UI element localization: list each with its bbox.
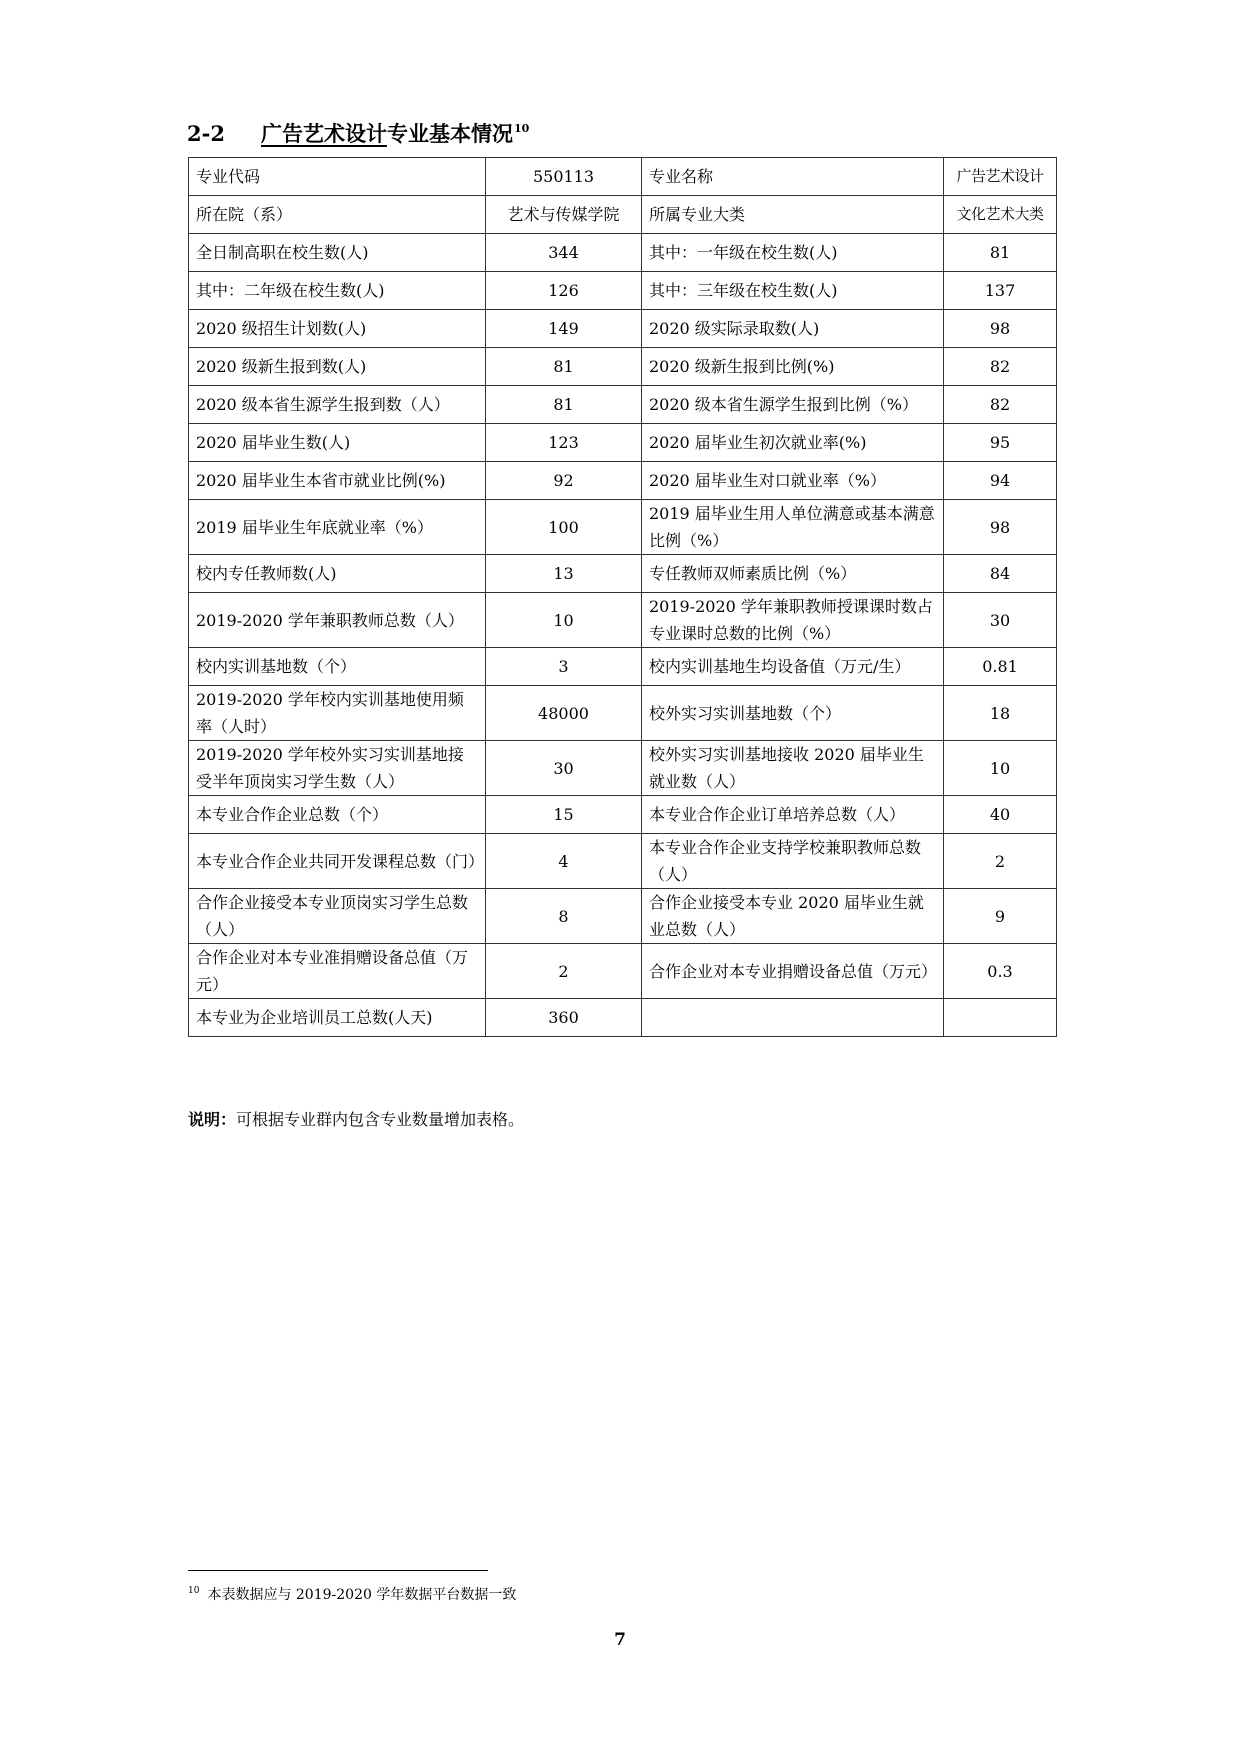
footnote-text: 本表数据应与 2019-2020 学年数据平台数据一致: [207, 1587, 517, 1603]
row-label: 2019 届毕业生年底就业率（%）: [189, 500, 486, 555]
table-row: [189, 234, 1057, 272]
row-value: 149: [486, 310, 642, 348]
note-label: 说明：: [188, 1110, 237, 1129]
row-label: 2020 届毕业生初次就业率(%): [642, 424, 944, 462]
table-row: [189, 462, 1057, 500]
row-label: 2020 级新生报到比例(%): [642, 348, 944, 386]
row-label: 其中：二年级在校生数(人): [189, 272, 486, 310]
row-value: 广告艺术设计: [944, 158, 1057, 196]
row-label: 专任教师双师素质比例（%）: [642, 555, 944, 593]
row-label: 专业名称: [642, 158, 944, 196]
row-value: 95: [944, 424, 1057, 462]
table-row: [189, 686, 1057, 741]
row-label: 专业代码: [189, 158, 486, 196]
row-value: 30: [486, 741, 642, 796]
row-value: 82: [944, 386, 1057, 424]
table-row: [189, 386, 1057, 424]
row-label: 本专业合作企业订单培养总数（人）: [642, 796, 944, 834]
row-label: 2020 届毕业生本省市就业比例(%): [189, 462, 486, 500]
table-row: [189, 999, 1057, 1037]
row-label: 2020 级本省生源学生报到数（人）: [189, 386, 486, 424]
row-value: 550113: [486, 158, 642, 196]
row-label: 其中：三年级在校生数(人): [642, 272, 944, 310]
row-value: 2: [944, 834, 1057, 889]
table-note: [188, 1107, 524, 1130]
row-value: [944, 999, 1057, 1037]
row-value: 98: [944, 310, 1057, 348]
row-value: 126: [486, 272, 642, 310]
table-row: [189, 196, 1057, 234]
row-label: 校外实习实训基地接收 2020 届毕业生就业数（人）: [642, 741, 944, 796]
note-text: 可根据专业群内包含专业数量增加表格。: [236, 1110, 525, 1129]
row-label: 本专业合作企业支持学校兼职教师总数（人）: [642, 834, 944, 889]
row-value: 81: [486, 386, 642, 424]
row-value: 48000: [486, 686, 642, 741]
row-label: 本专业为企业培训员工总数(人天): [189, 999, 486, 1037]
row-label: 2020 级本省生源学生报到比例（%）: [642, 386, 944, 424]
row-value: 94: [944, 462, 1057, 500]
row-label: 本专业合作企业总数（个）: [189, 796, 486, 834]
table-row: [189, 272, 1057, 310]
row-label: 合作企业对本专业准捐赠设备总值（万元）: [189, 944, 486, 999]
table-row: [189, 796, 1057, 834]
row-value: 30: [944, 593, 1057, 648]
row-value: 81: [944, 234, 1057, 272]
table-row: [189, 424, 1057, 462]
row-value: 0.81: [944, 648, 1057, 686]
major-info-table: [188, 157, 1057, 1037]
row-value: 123: [486, 424, 642, 462]
footnote-number: 10: [188, 1586, 200, 1596]
row-label: 2020 届毕业生数(人): [189, 424, 486, 462]
table-title: [187, 118, 529, 148]
row-label: 校内专任教师数(人): [189, 555, 486, 593]
row-value: 137: [944, 272, 1057, 310]
row-value: 3: [486, 648, 642, 686]
row-label: 2019-2020 学年校内实训基地使用频率（人时）: [189, 686, 486, 741]
table-row: [189, 593, 1057, 648]
row-label: 本专业合作企业共同开发课程总数（门）: [189, 834, 486, 889]
row-label: 2020 级实际录取数(人): [642, 310, 944, 348]
row-value: 81: [486, 348, 642, 386]
row-value: 0.3: [944, 944, 1057, 999]
table-row: [189, 944, 1057, 999]
row-value: 82: [944, 348, 1057, 386]
page-number: 7: [614, 1630, 626, 1650]
row-value: 文化艺术大类: [944, 196, 1057, 234]
table-row: [189, 741, 1057, 796]
row-label: 所属专业大类: [642, 196, 944, 234]
row-value: 98: [944, 500, 1057, 555]
row-value: 8: [486, 889, 642, 944]
row-value: 10: [486, 593, 642, 648]
row-label: 合作企业接受本专业顶岗实习学生总数（人）: [189, 889, 486, 944]
row-value: 15: [486, 796, 642, 834]
table-row: [189, 310, 1057, 348]
row-label: 校内实训基地生均设备值（万元/生）: [642, 648, 944, 686]
row-label: 2020 届毕业生对口就业率（%）: [642, 462, 944, 500]
row-value: 10: [944, 741, 1057, 796]
row-value: 360: [486, 999, 642, 1037]
row-label: 2020 级招生计划数(人): [189, 310, 486, 348]
table-number: 2-2: [187, 121, 225, 146]
table-row: [189, 348, 1057, 386]
row-value: 艺术与传媒学院: [486, 196, 642, 234]
table-row: [189, 500, 1057, 555]
row-value: 100: [486, 500, 642, 555]
row-label: 2019-2020 学年兼职教师总数（人）: [189, 593, 486, 648]
row-value: 13: [486, 555, 642, 593]
row-value: 40: [944, 796, 1057, 834]
table-row: [189, 834, 1057, 889]
footnote: [188, 1584, 516, 1604]
table-row: [189, 889, 1057, 944]
row-label: 2019 届毕业生用人单位满意或基本满意比例（%）: [642, 500, 944, 555]
table-row: [189, 158, 1057, 196]
title-suffix: 专业基本情况: [386, 121, 513, 146]
major-name: 广告艺术设计: [260, 121, 387, 146]
row-label: 2019-2020 学年兼职教师授课课时数占专业课时总数的比例（%）: [642, 593, 944, 648]
row-label: 校内实训基地数（个）: [189, 648, 486, 686]
row-label: 其中：一年级在校生数(人): [642, 234, 944, 272]
row-label: 所在院（系）: [189, 196, 486, 234]
table-row: [189, 555, 1057, 593]
row-label: 2020 级新生报到数(人): [189, 348, 486, 386]
row-value: 18: [944, 686, 1057, 741]
row-label: 校外实习实训基地数（个）: [642, 686, 944, 741]
row-value: 4: [486, 834, 642, 889]
row-label: 全日制高职在校生数(人): [189, 234, 486, 272]
row-label: 合作企业接受本专业 2020 届毕业生就业总数（人）: [642, 889, 944, 944]
footnote-divider: [188, 1570, 488, 1571]
row-label: 2019-2020 学年校外实习实训基地接受半年顶岗实习学生数（人）: [189, 741, 486, 796]
row-label: [642, 999, 944, 1037]
row-value: 344: [486, 234, 642, 272]
row-label: 合作企业对本专业捐赠设备总值（万元）: [642, 944, 944, 999]
row-value: 2: [486, 944, 642, 999]
footnote-ref[interactable]: 10: [513, 122, 530, 135]
row-value: 9: [944, 889, 1057, 944]
row-value: 84: [944, 555, 1057, 593]
row-value: 92: [486, 462, 642, 500]
table-row: [189, 648, 1057, 686]
